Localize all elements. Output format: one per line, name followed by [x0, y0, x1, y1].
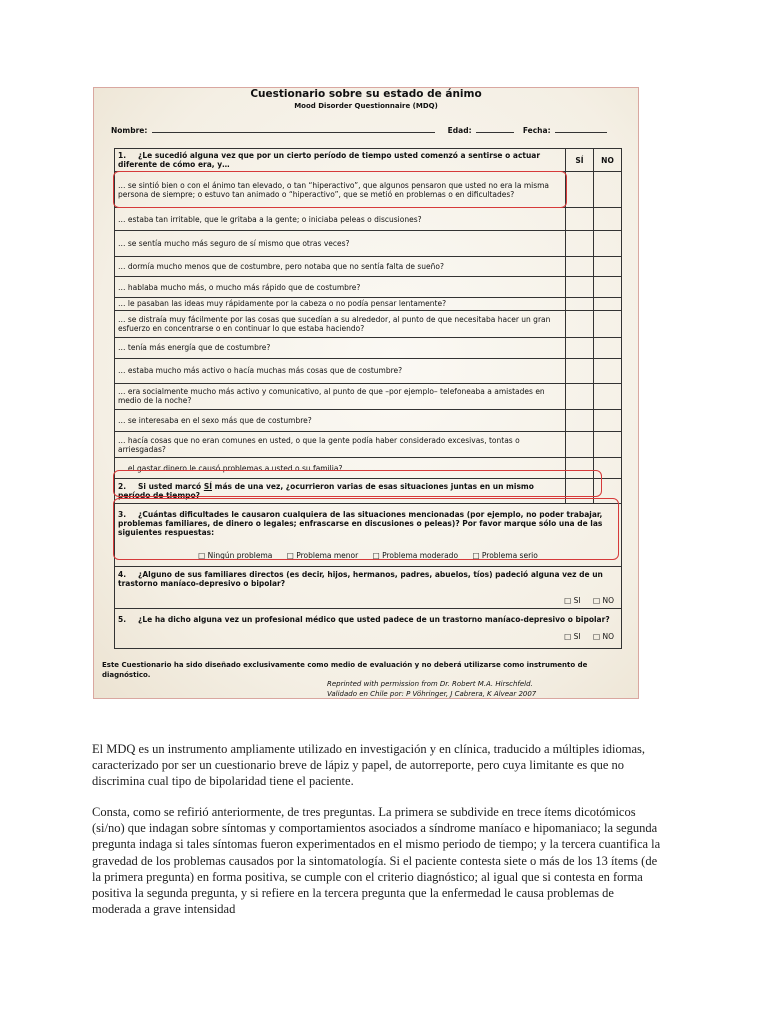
item-3-no-cell[interactable]: [594, 231, 622, 257]
item-4: … dormía mucho menos que de costumbre, pero notaba que no sentía falta de sueño?: [115, 257, 566, 277]
q5-answers: [118, 632, 614, 641]
item-6-yes-cell[interactable]: [566, 297, 594, 310]
date-label: Fecha:: [522, 126, 551, 135]
item-8: … tenía más energía que de costumbre?: [115, 337, 566, 358]
highlight-q3: [113, 498, 619, 560]
questionnaire-title: Cuestionario sobre su estado de ánimo: [250, 88, 482, 100]
item-5: … hablaba mucho más, o mucho más rápido que de costumbre?: [115, 277, 566, 297]
item-8-no-cell[interactable]: [594, 337, 622, 358]
table-row: [115, 231, 622, 257]
option-no-problem[interactable]: □ Ningún problema: [198, 550, 273, 560]
yes-header: SÍ: [566, 149, 594, 172]
questionnaire-subtitle: Mood Disorder Questionnaire (MDQ): [294, 102, 438, 110]
highlight-q2: [113, 470, 602, 497]
table-row: [115, 383, 622, 409]
q5-yes-option[interactable]: □ SI: [564, 632, 581, 642]
item-10-yes-cell[interactable]: [566, 383, 594, 409]
age-label: Edad:: [447, 126, 472, 135]
paragraph-intro: El MDQ es un instrumento ampliamente utilizado en investigación y en clínica, traducido a múltiples idiomas, caracterizado por ser un cuestionario breve de lápiz y papel, de autorreporte, pero cuya limitante es que no discrimina cual tipo de bipolaridad tiene el paciente.: [92, 742, 645, 789]
item-2-no-cell[interactable]: [594, 208, 622, 231]
q5-number: 5.: [118, 615, 127, 625]
date-line: [555, 125, 607, 133]
q4-text: ¿Alguno de sus familiares directos (es decir, hijos, hermanos, padres, abuelos, tíos) padeció alguna vez de un trastorno maníaco-depresivo o bipolar?: [118, 569, 603, 588]
q5-no-option[interactable]: □ NO: [593, 632, 614, 642]
item-6: … le pasaban las ideas muy rápidamente por la cabeza o no podía pensar lentamente?: [115, 297, 566, 310]
q3-number: 3.: [118, 509, 127, 519]
item-4-no-cell[interactable]: [594, 257, 622, 277]
header-fields: [111, 125, 609, 135]
q2-text-before: Si usted marcó: [138, 482, 204, 492]
item-3: … se sentía mucho más seguro de sí mismo que otras veces?: [115, 231, 566, 257]
table-row: [115, 297, 622, 310]
item-12-no-cell[interactable]: [594, 432, 622, 458]
questionnaire-table: [114, 148, 622, 649]
option-minor-problem[interactable]: □ Problema menor: [286, 550, 359, 560]
table-row: [115, 310, 622, 337]
item-10-no-cell[interactable]: [594, 383, 622, 409]
q5-text: ¿Le ha dicho alguna vez un profesional médico que usted padece de un trastorno maníaco-depresivo o bipolar?: [138, 615, 610, 625]
option-moderate-problem[interactable]: □ Problema moderado: [372, 550, 459, 560]
item-11: … se interesaba en el sexo más que de costumbre?: [115, 409, 566, 431]
q4-no-option[interactable]: □ NO: [593, 595, 614, 605]
disclaimer: Este Cuestionario ha sido diseñado exclusivamente como medio de evaluación y no deberá utilizarse como instrumento de diagnóstico.: [102, 661, 588, 679]
q2-number: 2.: [118, 482, 127, 492]
table-row: [115, 208, 622, 231]
item-2: … estaba tan irritable, que le gritaba a la gente; o iniciaba peleas o discusiones?: [115, 208, 566, 231]
item-1-no-cell[interactable]: [594, 172, 622, 208]
item-9-yes-cell[interactable]: [566, 358, 594, 383]
no-header: NO: [594, 149, 622, 172]
item-1-yes-cell[interactable]: [566, 172, 594, 208]
q4-cell: [115, 566, 622, 608]
item-13: … el gastar dinero le causó problemas a usted o su familia?: [115, 458, 566, 479]
credits: [327, 679, 536, 699]
option-serious-problem[interactable]: □ Problema serio: [472, 550, 538, 560]
age-line: [476, 125, 514, 133]
item-4-yes-cell[interactable]: [566, 257, 594, 277]
item-7: … se distraía muy fácilmente por las cosas que sucedían a su alrededor, al punto de que necesitaba hacer un gran esfuerzo en concentrarse o en continuar lo que estaba haciendo?: [115, 310, 566, 337]
item-5-yes-cell[interactable]: [566, 277, 594, 297]
table-row: [115, 432, 622, 458]
paragraph-structure: Consta, como se refirió anteriormente, de tres preguntas. La primera se subdivide en trece ítems dicotómicos (si/no) que indagan sobre síntomas y comportamientos asociados a síndrome maníaco e hipomaniaco; la segunda pregunta indaga si tales síntomas fueron experimentados en el mismo periodo de tiempo; y la tercera cuantifica la gravedad de los problemas causados por la sintomatología. Si el paciente contesta siete o más de los 13 ítems (de la primera pregunta) en forma positiva, se cumple con el criterio diagnóstico; al igual que si contesta en forma positiva la segunda pregunta, y si refiere en la tercera pregunta que la enfermedad le causa problemas de moderada a grave intensidad: [92, 805, 661, 917]
table-row: [115, 257, 622, 277]
table-row: [115, 358, 622, 383]
questionnaire-scan: [93, 87, 639, 699]
q4-yes-option[interactable]: □ SI: [564, 595, 581, 605]
table-row: [115, 409, 622, 431]
q5-cell: [115, 608, 622, 648]
item-2-yes-cell[interactable]: [566, 208, 594, 231]
credit-validation: Validado en Chile por: P Vöhringer, J Cabrera, K Alvear 2007: [327, 690, 537, 698]
item-9-no-cell[interactable]: [594, 358, 622, 383]
item-7-no-cell[interactable]: [594, 310, 622, 337]
table-row: [115, 277, 622, 297]
q4-answers: [118, 596, 614, 605]
item-11-yes-cell[interactable]: [566, 409, 594, 431]
q1-cell: [115, 149, 566, 172]
item-10: … era socialmente mucho más activo y comunicativo, al punto de que –por ejemplo– telefoneaba a amistades en medio de la noche?: [115, 383, 566, 409]
name-line: [152, 125, 435, 133]
item-6-no-cell[interactable]: [594, 297, 622, 310]
item-12: … hacía cosas que no eran comunes en usted, o que la gente podía haber considerado excesivas, tontas o arriesgadas?: [115, 432, 566, 458]
table-row: [115, 337, 622, 358]
item-7-yes-cell[interactable]: [566, 310, 594, 337]
item-11-no-cell[interactable]: [594, 409, 622, 431]
q4-number: 4.: [118, 569, 127, 579]
q4-row: [115, 566, 622, 608]
q1-row: [115, 149, 622, 172]
item-1: … se sintió bien o con el ánimo tan elevado, o tan “hiperactivo”, que algunos pensaron que usted no era la misma persona de siempre; o estuvo tan animado o “hiperactivo”, que se metió en problemas o en dificultades?: [115, 172, 566, 208]
item-3-yes-cell[interactable]: [566, 231, 594, 257]
q1-number: 1.: [118, 151, 127, 161]
q2-emphasis: SÍ: [203, 482, 213, 492]
q2-text-after: más de una vez, ¿ocurrieron varias de esas situaciones juntas en un mismo período de tiempo?: [118, 482, 534, 501]
item-5-no-cell[interactable]: [594, 277, 622, 297]
q1-text: ¿Le sucedió alguna vez que por un cierto período de tiempo usted comenzó a sentirse o actuar diferente de cómo era, y…: [118, 151, 541, 170]
name-label: Nombre:: [111, 126, 148, 135]
highlight-item-1: [113, 171, 567, 208]
q3-text: ¿Cuántas dificultades le causaron cualquiera de las situaciones mencionadas (por ejemplo, no poder trabajar, problemas familiares, de dinero o legales; enfrascarse en discusiones o peleas)? Por favor marque sólo una de las siguientes respuestas:: [118, 509, 603, 537]
item-9: … estaba mucho más activo o hacía muchas más cosas que de costumbre?: [115, 358, 566, 383]
item-8-yes-cell[interactable]: [566, 337, 594, 358]
credit-reprint: Reprinted with permission from Dr. Robert M.A. Hirschfeld.: [327, 680, 533, 688]
item-12-yes-cell[interactable]: [566, 432, 594, 458]
q5-row: [115, 608, 622, 648]
